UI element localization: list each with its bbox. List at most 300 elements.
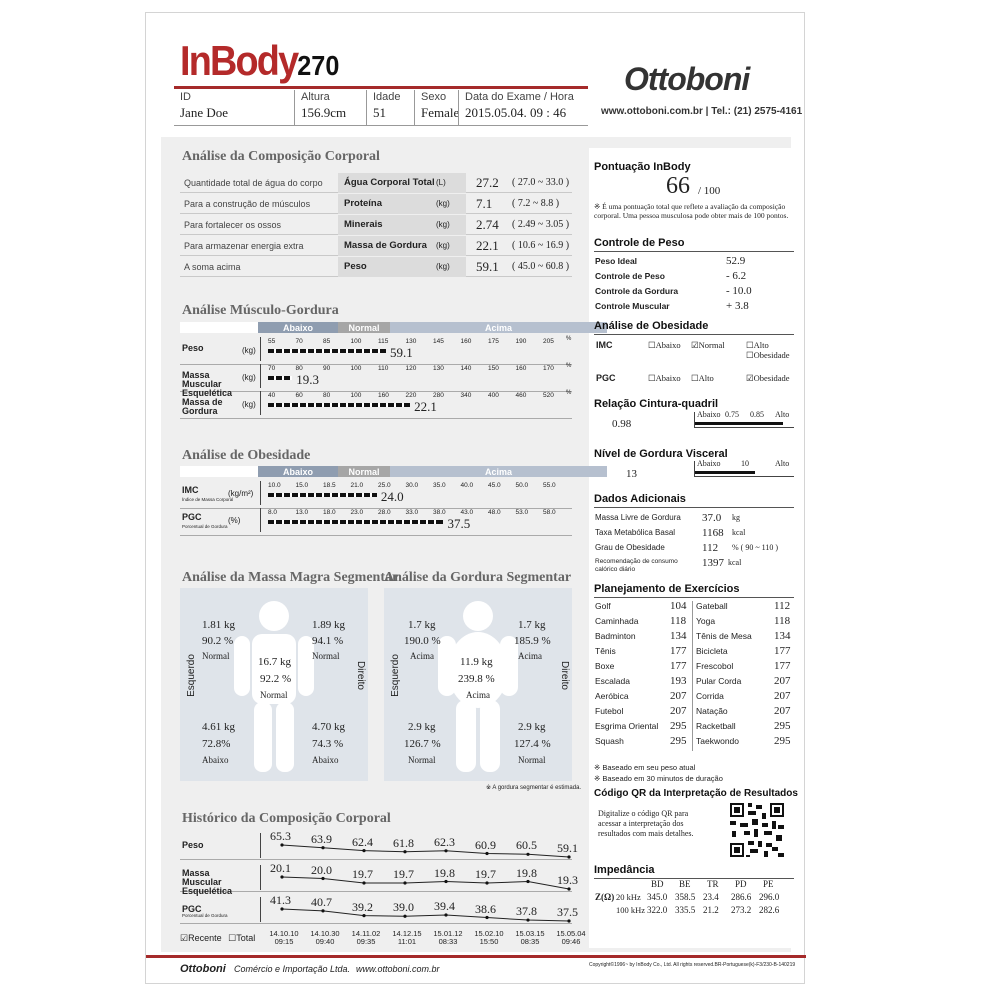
bar-row [180, 389, 572, 419]
tick-label: 45.0 [488, 482, 501, 489]
tick-label: 53.0 [515, 509, 529, 516]
dados-label: Massa Livre de Gordura [595, 513, 681, 522]
tick-label: 35.0 [433, 482, 446, 489]
exercise-divider [692, 601, 693, 751]
bar-dash [306, 403, 308, 407]
field-sexo: Sexo Female [414, 90, 458, 125]
exercise-name: Squash [595, 736, 624, 746]
bar-dash [322, 403, 324, 407]
tick-label: 175 [488, 338, 499, 345]
bar-axis [260, 508, 261, 532]
recente-checkbox[interactable]: ☑ [180, 933, 189, 943]
gv-gauge: Abaixo 10 Alto [694, 461, 794, 477]
history-value: 62.3 [434, 834, 455, 849]
exercise-kcal: 207 [774, 705, 791, 717]
exercise-kcal: 193 [670, 675, 687, 687]
impedance-value: 273.2 [731, 905, 752, 915]
tick-label: 115 [378, 338, 389, 345]
tick-label: 10.0 [268, 482, 281, 489]
bar-sublabel: Porcentual de Gordura [182, 524, 228, 529]
bar-dash [282, 493, 284, 497]
peso-label: Controle da Gordura [595, 286, 679, 296]
composicao-value: 2.74 [476, 216, 499, 232]
history-value: 60.5 [516, 838, 537, 853]
bar-sublabel: Índice de Massa Corporal [182, 497, 234, 502]
history-date: 15.03.15 08:35 [515, 929, 545, 946]
field-data: Data do Exame / Hora 2015.05.04. 09 : 46 [458, 90, 588, 125]
bar-dash [274, 403, 276, 407]
bar-dash [378, 520, 380, 524]
bar-dash [370, 520, 372, 524]
bar-dash [282, 520, 284, 524]
history-value: 20.1 [270, 861, 291, 875]
dados-value: 1397 [702, 557, 724, 569]
history-value: 38.6 [475, 901, 496, 916]
composicao-name: Proteína [344, 198, 383, 209]
history-line [180, 863, 572, 892]
exercise-kcal: 134 [670, 630, 687, 642]
bar-dash [330, 403, 332, 407]
impedance-value: 23.4 [703, 892, 719, 902]
dados-unit: kcal [732, 528, 746, 537]
exercise-kcal: 207 [774, 675, 791, 687]
impedance-col: TR [707, 879, 719, 889]
tick-label: 100 [350, 365, 362, 372]
bar-dash [434, 520, 436, 524]
history-value: 19.7 [475, 867, 496, 881]
bar-row [180, 506, 572, 536]
bar-dash [354, 403, 356, 407]
segmental-note: ※ A gordura segmentar é estimada. [486, 785, 582, 791]
imc-normal-option[interactable]: ☑Normal [691, 340, 725, 350]
history-row [180, 861, 578, 896]
exercise-kcal: 112 [774, 600, 791, 612]
score-value: 66 [666, 173, 690, 199]
dados-title: Dados Adicionais [594, 493, 686, 505]
bar-dash [298, 520, 300, 524]
impedance-value: 322.0 [647, 905, 668, 915]
historico-title: Histórico da Composição Corporal [182, 811, 391, 826]
bar-dash [330, 520, 332, 524]
tick-label: 55 [268, 338, 276, 345]
bar-dash [346, 493, 348, 497]
bar-dash [322, 520, 324, 524]
history-date: 14.10.10 09:15 [269, 929, 299, 946]
impedance-value: 345.0 [647, 892, 668, 902]
bar-dash [378, 403, 380, 407]
pgc-alto-option[interactable]: ☐Alto [691, 373, 714, 383]
bar-value: 19.3 [296, 372, 319, 387]
bar-unit: (kg) [242, 373, 256, 382]
gv-bar [695, 471, 755, 474]
tick-suffix: % [566, 336, 572, 342]
composicao-value: 22.1 [476, 237, 499, 253]
qr-text: Digitalize o código QR para acessar a interpretação dos resultados com mais detalhes. [598, 809, 694, 838]
tick-label: 100 [350, 338, 362, 345]
bar-label: Peso [182, 343, 204, 353]
exercise-name: Frescobol [696, 661, 734, 671]
composicao-row [180, 215, 572, 235]
impedance-col: PE [763, 879, 774, 889]
bar-dash [314, 403, 316, 407]
bar-dash [298, 493, 300, 497]
cq-gauge: Abaixo 0.75 0.85 Alto [694, 412, 794, 428]
history-line [180, 895, 572, 924]
history-value: 39.4 [434, 899, 455, 913]
composicao-desc: A soma acima [184, 261, 241, 272]
composicao-range: ( 7.2 ~ 8.8 ) [512, 198, 560, 209]
bar-axis [260, 364, 261, 388]
composicao-value: 27.2 [476, 174, 499, 190]
bar-dash [362, 349, 364, 353]
tick-label: 190 [515, 338, 527, 345]
tick-label: 25.0 [378, 482, 391, 489]
dados-label: Taxa Metabólica Basal [595, 528, 676, 537]
impedance-freq: 100 kHz [616, 905, 646, 915]
bar-row [180, 335, 572, 365]
history-value: 37.5 [557, 905, 578, 919]
exercise-name: Natação [696, 706, 728, 716]
bar-dash [402, 403, 404, 407]
patient-header [174, 90, 588, 126]
tick-label: 18.5 [323, 482, 336, 489]
qr-code-icon[interactable] [728, 801, 786, 859]
bar-dash [290, 403, 292, 407]
header-rule [174, 86, 588, 89]
composicao-range: ( 2.49 ~ 3.05 ) [512, 219, 570, 230]
bar-dash [338, 493, 340, 497]
bar-dash [282, 376, 284, 380]
bar-fill [268, 349, 386, 353]
tick-label: 460 [515, 392, 527, 399]
history-date: 14.12.15 11:01 [392, 929, 422, 946]
exercise-name: Caminhada [595, 616, 639, 626]
composicao-range: ( 45.0 ~ 60.8 ) [512, 261, 570, 272]
history-row [180, 893, 578, 924]
bar-value: 59.1 [389, 345, 413, 360]
bar-label: Massa Muscular Esquelética [182, 370, 233, 398]
impedance-value: 358.5 [675, 892, 696, 902]
bar-dash [314, 520, 316, 524]
history-line [180, 831, 572, 860]
impedance-col: BD [651, 879, 664, 889]
tick-label: 220 [405, 392, 417, 399]
exercise-kcal: 207 [670, 705, 687, 717]
dados-unit: kcal [728, 558, 742, 567]
musculo-title: Análise Músculo-Gordura [182, 303, 339, 318]
bar-dash [298, 349, 300, 353]
inbody-logo: InBody270 [180, 37, 340, 84]
footer-rule [146, 955, 806, 958]
bar-dash [402, 520, 404, 524]
report-page: InBody270 ID Jane Doe Altura 156.9cm Idade 51 Sexo Female Data do Exame / Hora 2015.05.04. 09 : 46 Ottoboni www.ottoboni.com.br | Tel.: (21) 2575-4161 Análise da Composição Corporal Análise Músculo-Gordura Abaixo Normal Acima Análise de Obesidade Abaixo Normal Acima Análise da Massa Magra Segmentar Análise da Gordura Segmentar 1.81 kg 90.2 % Normal 1.89 kg 94.1 % Normal 16.7 kg 92.2 % Normal 4.61 kg 72.8% Abaixo 4.70 kg 74.3 % Abaixo Esquerdo Direito 1.7 kg 190.0 % Acima 1.7 kg 185.9 % Acima 11.9 kg 239.8 % Acima 2.9 kg 126.7 % Normal 2.9 kg 127.4 % Normal Esquerdo Direito ※ A gordura segmentar é estimada. Histórico da Composição Corporal ☑Recente ☐Total Pontuação InBody 66 / 100 ※ É uma pontuação total que reflete a avaliação da composição corporal. Uma pessoa musculosa pode obter mais de 100 pontos. Controle de Peso Análise de Obesidade IMC ☐Abaixo ☑Normal ☐Alto ☐Obesidade PGC ☐Abaixo ☐Alto ☑Obesidade Relação Cintura-quadril 0.98 Abaixo 0.75 0.85 Alto Nível de Gordura Visceral 13 Abaixo 10 Alto Dados Adicionais Planejamento de Exercícios ※ Baseado em seu peso atual ※ Baseado em 30 minutos de duração Código QR da Interpretação de Resultados Digitalize o código QR para acessar a interpretação dos resultados com mais detalhes. Impedância Ottoboni Comércio e Importação Ltda. www.ottoboni.com.br Copyright©1996~ by InBody Co., Ltd. All rights reserved.BR-Portuguese(k)-F3/230-B-140219 Quantidade total de água do corpo Água Corporal Total (L) 27.2 ( 27.0 ~ 33.0 ) Para a construção de músculos Proteína (kg) 7.1 ( 7.2 ~ 8.8 ) Para fortalecer os ossos Minerais (kg) 2.74 ( 2.49 ~ 3.05 ) Para armazenar energia extra Massa de Gordura (kg) 22.1 ( 10.6 ~ 16.9 ) A soma acima Peso (kg) 59.1 ( 45.0 ~ 60.8 ) Peso (kg) 55 70 85 100 115 130 145 160 175 190 205 % 59.1 Massa Muscular Esquelética (kg) 70 80 90 100 110 120 130 140 150 160 170 % 19.3 Massa de Gordura (kg) 40 60 80 100 160 220 280 340 400 460 520 % 22.1 IMC Índice de Massa Corporal (kg/m²) 10.0 15.0 18.5 21.0 25.0 30.0 35.0 40.0 45.0 50.0 55.0 24.0 PGC Porcentual de Gordura (%) 8.0 13.0 18.0 23.0 28.0 33.0 38.0 43.0 48.0 53.0 58.0 37.5 Peso 65.3 63.9 62.4 61.8 62.3 60.9 60.5 59.1 Massa Muscular Esquelética 20.1 20.0 19.7 19.7 19.8 19.7 19.8 19.3 PGC Porcentual de Gordura 41.3 40.7 39.2 39.0 39.4 38.6 37.8 37.5 14.10.10 09:15 14.10.30 09:40 14.11.02 09:35 14.12.15 11:01 15.01.12 08:33 15.02.10 15:50 15.03.15 08:35 15.05.04 09:46 Peso Ideal 52.9 Controle de Peso - 6.2 Controle da Gordura - 10.0 Controle Muscular + 3.8 Massa Livre de Gordura 37.0 kg Taxa Metabólica Basal 1168 kcal Grau de Obesidade 112 % ( 90 ~ 110 ) Recomendação de consumo calórico diário 1397 kcal Golf 104 Caminhada 118 Badminton 134 Tênis 177 Boxe 177 Escalada 193 Aeróbica 207 Futebol 207 Esgrima Oriental 295 Squash 295 Gateball 112 Yoga 118 Tênis de Mesa 134 Bicicleta 177 Frescobol 177 Pular Corda 207 Corrida 207 Natação 207 Racketball 295 Taekwondo 295 BD BE TR PD PE Z(Ω) 20 kHz 345.0 358.5 23.4 286.6 296.0 100 kHz 322.0 335.5 21.2 273.2 282.6 [145, 12, 805, 984]
exercise-kcal: 177 [774, 645, 791, 657]
bar-unit: (kg) [242, 400, 256, 409]
footer-copyright: Copyright©1996~ by InBody Co., Ltd. All rights reserved.BR-Portuguese(k)-F3/230-B-140219 [589, 962, 796, 968]
composicao-row [180, 257, 572, 277]
exercise-kcal: 295 [774, 720, 791, 732]
exercise-kcal: 207 [774, 690, 791, 702]
history-date: 15.02.10 15:50 [474, 929, 504, 946]
imc-alto-option[interactable]: ☐Alto ☐Obesidade [746, 340, 790, 360]
history-value: 19.7 [352, 867, 373, 881]
footer-website[interactable]: www.ottoboni.com.br [356, 964, 440, 974]
history-value: 65.3 [270, 829, 291, 843]
exercise-kcal: 177 [774, 660, 791, 672]
bar-dash [274, 493, 276, 497]
score-title: Pontuação InBody [594, 161, 691, 173]
bar-value: 37.5 [447, 516, 471, 531]
history-value: 19.3 [557, 873, 578, 887]
bar-dash [346, 520, 348, 524]
imc-abaixo-option[interactable]: ☐Abaixo [648, 340, 681, 350]
dados-label: Grau de Obesidade [595, 543, 665, 552]
footer-subtitle: Comércio e Importação Ltda. [234, 964, 351, 974]
bar-unit: (kg) [242, 346, 256, 355]
pgc-abaixo-option[interactable]: ☐Abaixo [648, 373, 681, 383]
history-date: 14.11.02 09:35 [351, 929, 381, 946]
tick-label: 21.0 [350, 482, 364, 489]
exercise-kcal: 177 [670, 645, 687, 657]
tick-label: 18.0 [323, 509, 336, 516]
exercise-kcal: 118 [670, 615, 687, 627]
composicao-unit: (kg) [436, 262, 450, 271]
exercise-name: Golf [595, 601, 611, 611]
exercise-kcal: 134 [774, 630, 791, 642]
history-row [180, 829, 578, 860]
bar-dash [274, 520, 276, 524]
tick-label: 15.0 [295, 482, 309, 489]
tick-label: 80 [295, 365, 303, 372]
bar-dash [338, 520, 340, 524]
ob-side-title: Análise de Obesidade [594, 320, 709, 332]
history-label: Massa Muscular Esquelética [182, 868, 233, 896]
footer-brand: Ottoboni [180, 963, 226, 975]
composicao-unit: (kg) [436, 241, 450, 250]
bar-unit: (%) [228, 516, 241, 525]
bar-dash [418, 520, 420, 524]
cq-value: 0.98 [612, 418, 632, 430]
cq-bar [695, 422, 783, 425]
peso-value: 52.9 [726, 255, 746, 267]
bar-dash [298, 403, 300, 407]
impedance-col: PD [735, 879, 747, 889]
tick-label: 55.0 [543, 482, 556, 489]
bar-fill [268, 376, 292, 380]
field-id: ID Jane Doe [180, 91, 229, 120]
tick-label: 30.0 [405, 482, 419, 489]
exercise-name: Taekwondo [696, 736, 740, 746]
history-value: 39.0 [393, 900, 414, 915]
bar-dash [282, 349, 284, 353]
peso-title: Controle de Peso [594, 237, 685, 249]
impedance-freq: 20 kHz [616, 892, 641, 902]
history-date: 14.10.30 09:40 [310, 929, 340, 946]
history-value: 62.4 [352, 834, 373, 849]
peso-label: Peso Ideal [595, 256, 638, 266]
impedance-z: Z(Ω) [595, 892, 615, 902]
obesidade-title: Análise de Obesidade [182, 448, 311, 463]
ex-title: Planejamento de Exercícios [594, 583, 740, 595]
tick-label: 130 [405, 338, 417, 345]
exercise-kcal: 104 [670, 600, 687, 612]
exercise-name: Racketball [696, 721, 736, 731]
bar-dash [386, 520, 388, 524]
bar-dash [386, 403, 388, 407]
tick-label: 85 [323, 338, 331, 345]
composicao-range: ( 10.6 ~ 16.9 ) [512, 240, 570, 251]
peso-value: + 3.8 [726, 300, 749, 312]
impedance-value: 21.2 [703, 905, 719, 915]
segmental-gordura-title: Análise da Gordura Segmentar [384, 570, 572, 585]
composicao-name: Água Corporal Total [344, 177, 435, 188]
segmental-gordura-panel: 1.7 kg 190.0 % Acima 1.7 kg 185.9 % Acima 11.9 kg 239.8 % Acima 2.9 kg 126.7 % Normal 2.9 kg 127.4 % Normal Esquerdo Direito [384, 588, 572, 781]
gv-title: Nível de Gordura Visceral [594, 448, 728, 460]
composicao-title: Análise da Composição Corporal [182, 149, 380, 164]
tick-label: 58.0 [543, 509, 556, 516]
exercise-kcal: 295 [670, 720, 687, 732]
composicao-name: Massa de Gordura [344, 240, 427, 251]
exercise-name: Corrida [696, 691, 724, 701]
tick-label: 130 [433, 365, 444, 372]
bar-dash [354, 349, 356, 353]
tick-label: 28.0 [378, 509, 391, 516]
composicao-value: 59.1 [476, 258, 499, 274]
bar-dash [370, 493, 372, 497]
composicao-name: Minerais [344, 219, 383, 230]
history-sublabel: Porcentual de Gordura [182, 913, 228, 918]
cq-title: Relação Cintura-quadril [594, 398, 719, 410]
field-idade: Idade 51 [366, 90, 414, 125]
composicao-range: ( 27.0 ~ 33.0 ) [512, 177, 570, 188]
bar-dash [362, 403, 364, 407]
tick-label: 120 [405, 365, 417, 372]
history-value: 20.0 [311, 862, 332, 877]
field-altura: Altura 156.9cm [294, 90, 366, 125]
dados-value: 1168 [702, 527, 724, 539]
history-value: 63.9 [311, 831, 332, 846]
composicao-name: Peso [344, 261, 367, 272]
impedance-col: BE [679, 879, 691, 889]
exercise-name: Boxe [595, 661, 615, 671]
bar-dash [338, 349, 340, 353]
bar-unit: (kg/m²) [228, 489, 254, 498]
score-note: ※ É uma pontuação total que reflete a avaliação da composição corporal. Uma pessoa musculosa pode obter mais de 100 pontos. [594, 202, 789, 220]
bar-dash [394, 403, 396, 407]
gv-value: 13 [626, 468, 637, 480]
peso-value: - 10.0 [726, 285, 752, 297]
tick-label: 100 [350, 392, 362, 399]
musculo-bands: Abaixo Normal Acima [180, 322, 607, 333]
impedance-value: 296.0 [759, 892, 780, 902]
tick-label: 110 [378, 365, 389, 372]
bar-label: PGC [182, 512, 202, 522]
bar-dash [370, 349, 372, 353]
pgc-obesidade-option[interactable]: ☑Obesidade [746, 373, 790, 383]
bar-dash [306, 520, 308, 524]
tick-label: 43.0 [460, 509, 474, 516]
bar-value: 24.0 [380, 489, 404, 504]
history-label: Peso [182, 840, 204, 850]
tick-label: 205 [543, 338, 554, 345]
bar-dash [274, 349, 276, 353]
exercise-kcal: 207 [670, 690, 687, 702]
ex-note-2: ※ Baseado em 30 minutos de duração [594, 774, 723, 783]
tick-label: 13.0 [295, 509, 309, 516]
exercise-name: Bicicleta [696, 646, 728, 656]
history-value: 59.1 [557, 841, 578, 855]
bar-value: 22.1 [414, 399, 437, 414]
bar-dash [346, 403, 348, 407]
bar-dash [282, 403, 284, 407]
bar-dash [322, 493, 324, 497]
brand-logo: Ottoboni [624, 61, 750, 97]
bar-dash [354, 493, 356, 497]
history-date: 15.01.12 08:33 [433, 929, 463, 946]
tick-label: 520 [543, 392, 554, 399]
dados-unit: kg [732, 513, 740, 522]
bar-dash [330, 349, 332, 353]
composicao-desc: Para fortalecer os ossos [184, 219, 282, 230]
dados-value: 37.0 [702, 512, 722, 524]
total-checkbox[interactable]: ☐ [228, 933, 237, 943]
exercise-name: Futebol [595, 706, 624, 716]
bar-label: Massa de Gordura [182, 397, 223, 416]
history-value: 37.8 [516, 904, 537, 919]
tick-label: 400 [488, 392, 499, 399]
history-value: 39.2 [352, 899, 373, 914]
bar-dash [378, 349, 380, 353]
composicao-row [180, 236, 572, 256]
imp-title: Impedância [594, 864, 655, 876]
history-toggle[interactable]: ☑Recente ☐Total [180, 933, 256, 943]
composicao-row [180, 194, 572, 214]
composicao-desc: Para armazenar energia extra [184, 240, 304, 251]
exercise-name: Badminton [595, 631, 636, 641]
peso-label: Controle Muscular [595, 301, 670, 311]
impedance-value: 286.6 [731, 892, 752, 902]
exercise-name: Yoga [696, 616, 716, 626]
ex-note-1: ※ Baseado em seu peso atual [594, 763, 696, 772]
dados-unit: % ( 90 ~ 110 ) [732, 543, 779, 552]
composicao-value: 7.1 [476, 195, 493, 211]
score-max: / 100 [698, 185, 721, 197]
tick-label: 80 [323, 392, 331, 399]
segmental-magra-panel: 1.81 kg 90.2 % Normal 1.89 kg 94.1 % Normal 16.7 kg 92.2 % Normal 4.61 kg 72.8% Abaixo 4.70 kg 74.3 % Abaixo Esquerdo Direito [180, 588, 368, 781]
bar-dash [426, 520, 428, 524]
tick-label: 160 [378, 392, 389, 399]
history-value: 19.8 [516, 865, 537, 880]
exercise-name: Esgrima Oriental [595, 721, 659, 731]
bar-dash [410, 520, 412, 524]
exercise-name: Tênis [595, 646, 616, 656]
bar-dash [274, 376, 276, 380]
bar-label: IMC [182, 485, 199, 495]
composicao-desc: Quantidade total de água do corpo [184, 177, 323, 188]
history-value: 60.9 [475, 837, 496, 852]
bar-dash [354, 520, 356, 524]
bar-dash [314, 349, 316, 353]
dados-label: Recomendação de consumo calórico diário [595, 558, 678, 573]
exercise-name: Aeróbica [595, 691, 629, 701]
bar-dash [330, 493, 332, 497]
exercise-kcal: 295 [670, 735, 687, 747]
tick-label: 50.0 [515, 482, 529, 489]
tick-label: 38.0 [433, 509, 446, 516]
bar-dash [362, 520, 364, 524]
qr-title: Código QR da Interpretação de Resultados [594, 788, 798, 799]
history-value: 40.7 [311, 894, 332, 909]
